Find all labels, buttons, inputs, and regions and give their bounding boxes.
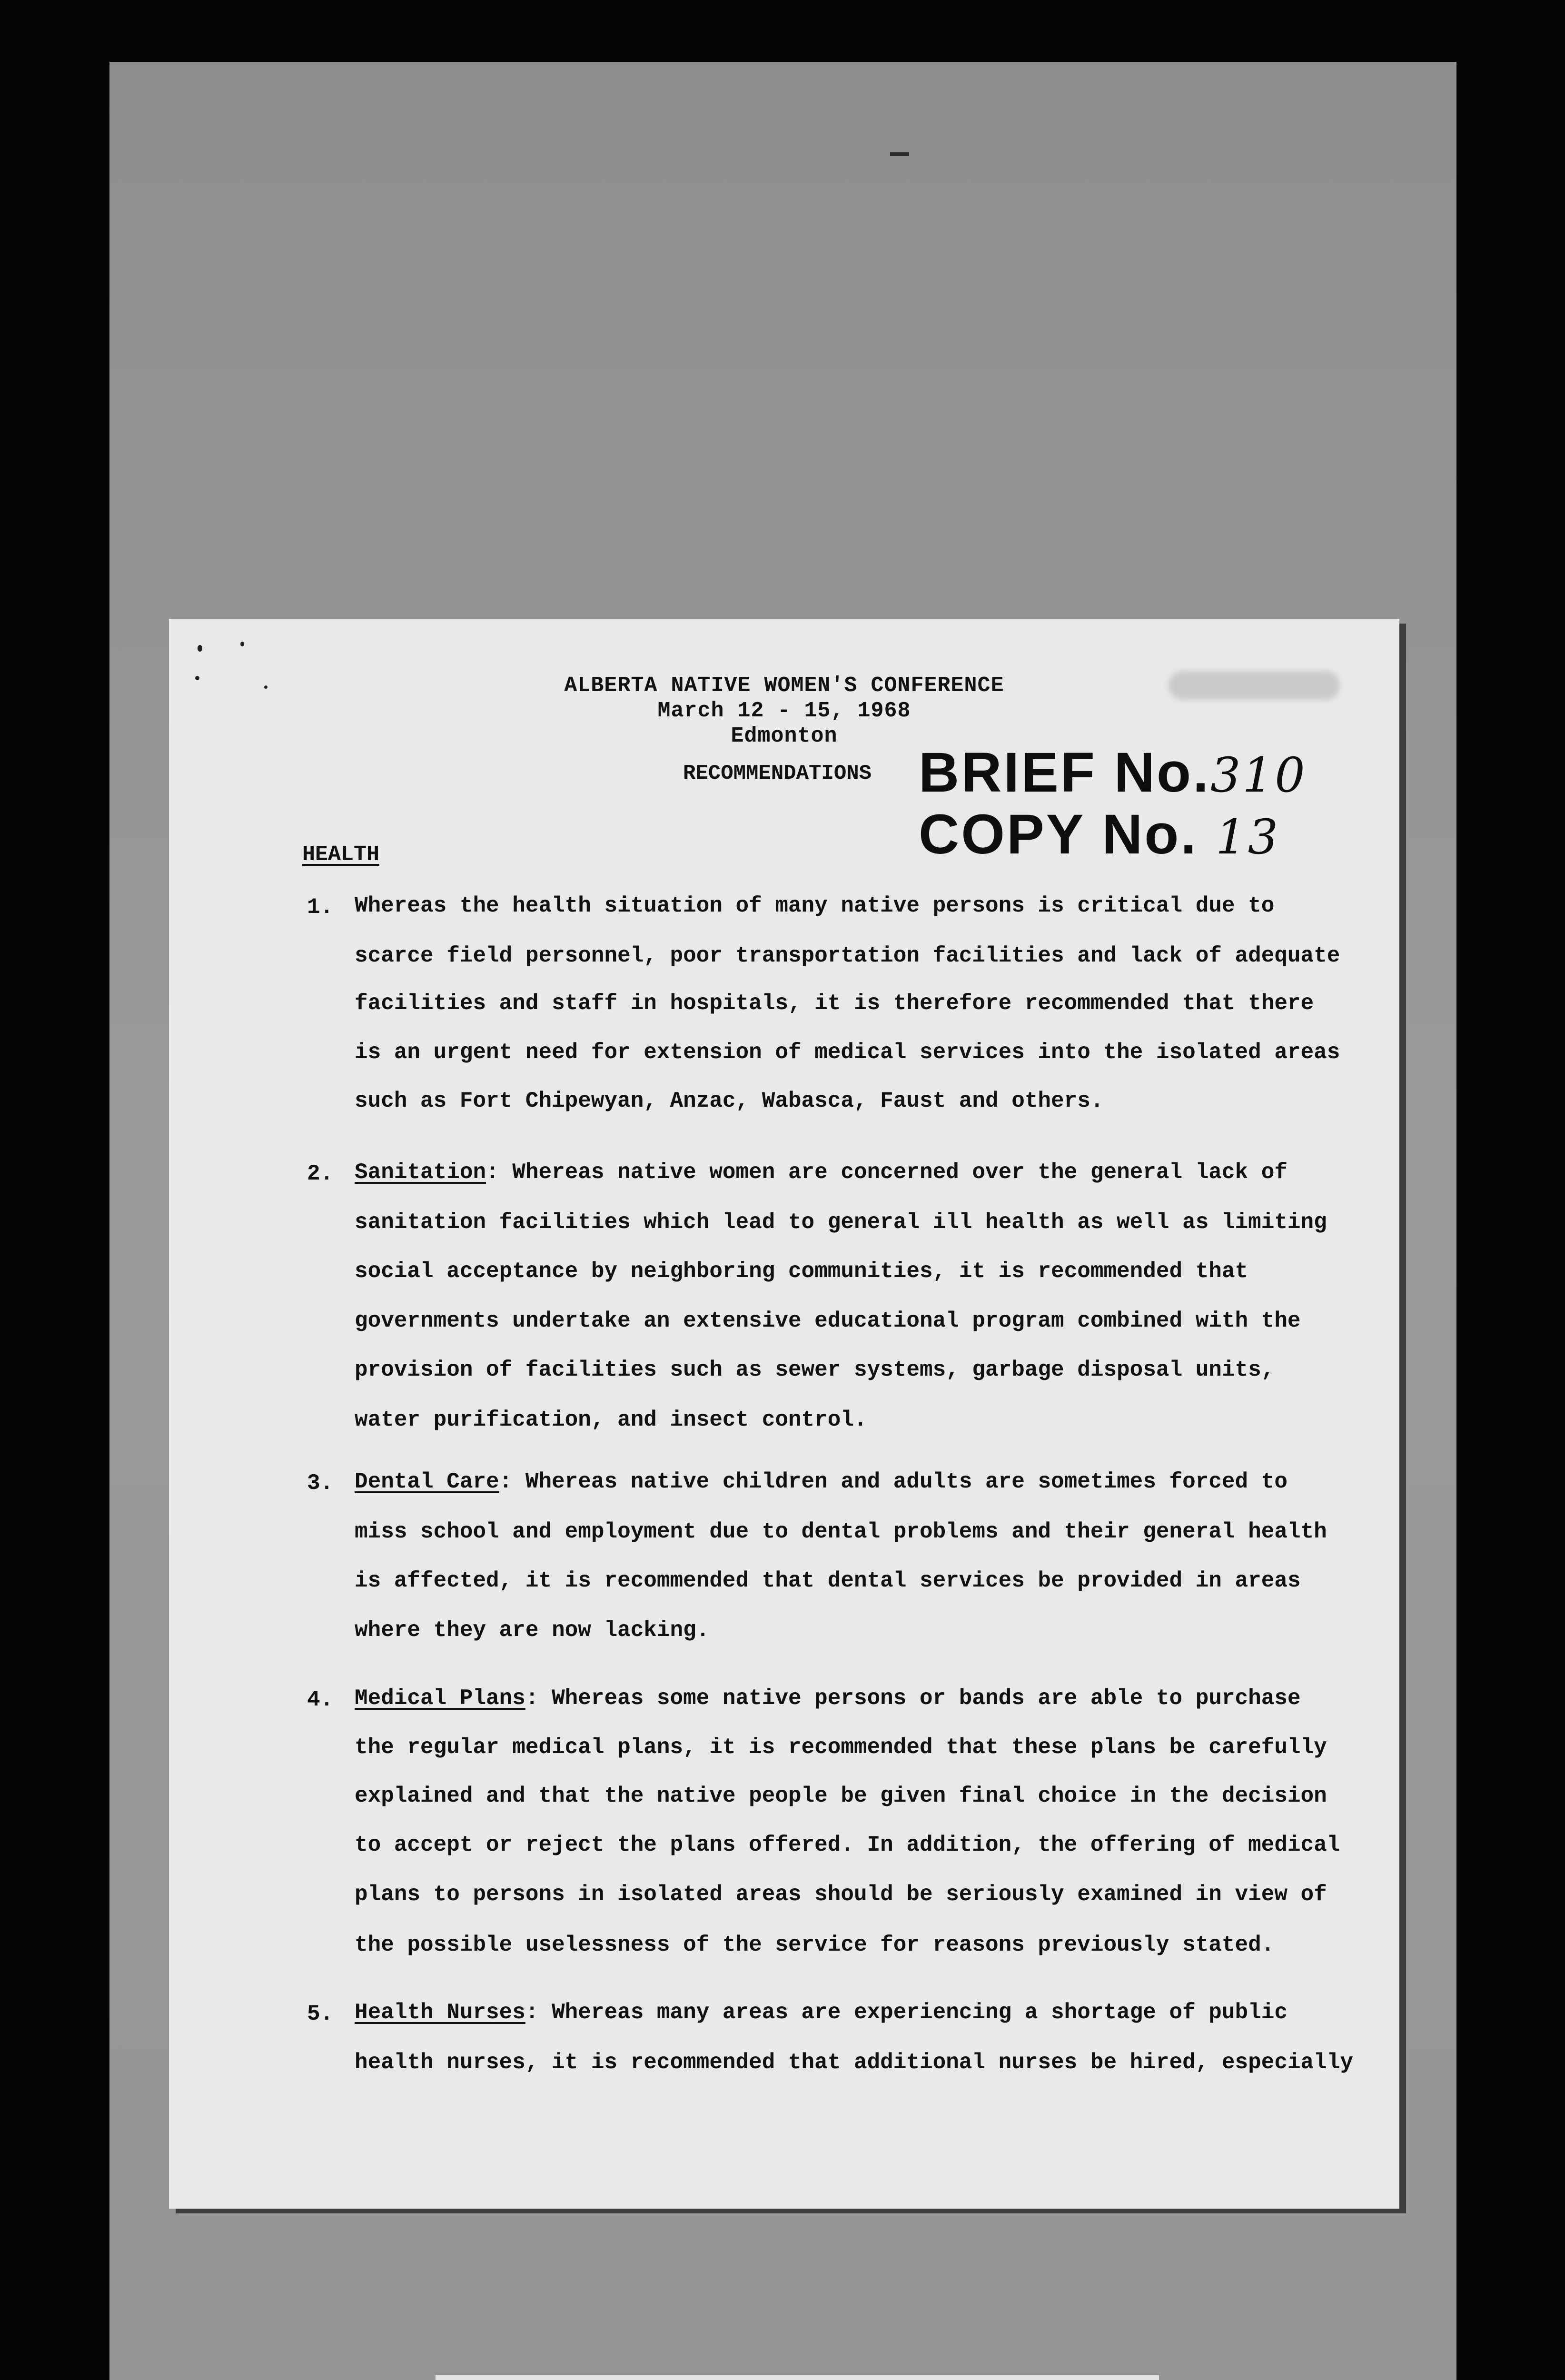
- item-line: to accept or reject the plans offered. In addition, the offering of medical: [355, 1833, 1340, 1857]
- item-line: [355, 1687, 1301, 1709]
- item-line: Whereas the health situation of many native persons is critical due to: [355, 893, 1275, 918]
- item-line: sanitation facilities which lead to general ill health as well as limiting: [355, 1210, 1327, 1235]
- paper-speck: [198, 645, 202, 652]
- copy-label: COPY No.: [919, 803, 1199, 866]
- mount-mark: [890, 152, 909, 156]
- item-line: social acceptance by neighboring communities, it is recommended that: [355, 1259, 1248, 1284]
- item-line: where they are now lacking.: [355, 1618, 710, 1643]
- brief-number: 310: [1210, 747, 1307, 803]
- item-text: : Whereas native children and adults are sometimes forced to: [499, 1469, 1288, 1494]
- item-text: : Whereas native women are concerned over the general lack of: [486, 1160, 1288, 1185]
- item-text: : Whereas many areas are experiencing a shortage of public: [525, 2000, 1288, 2025]
- item-line: is an urgent need for extension of medical services into the isolated areas: [355, 1040, 1340, 1065]
- item-number: 2.: [307, 1161, 334, 1186]
- item-line: explained and that the native people be given final choice in the decision: [355, 1784, 1327, 1808]
- conference-dates: March 12 - 15, 1968: [657, 699, 911, 723]
- item-heading: Medical Plans: [355, 1686, 525, 1711]
- item-heading: Health Nurses: [355, 2000, 525, 2025]
- item-line: provision of facilities such as sewer systems, garbage disposal units,: [355, 1358, 1275, 1382]
- conference-city: Edmonton: [731, 724, 838, 748]
- brief-number-stamp: [919, 740, 1307, 805]
- item-text: : Whereas some native persons or bands are able to purchase: [525, 1686, 1301, 1711]
- item-line: governments undertake an extensive educational program combined with the: [355, 1309, 1301, 1333]
- copy-number-stamp: [919, 802, 1280, 867]
- item-line: is affected, it is recommended that dental services be provided in areas: [355, 1568, 1301, 1593]
- document-page: [169, 619, 1399, 2209]
- submission-label: [436, 2375, 1159, 2380]
- item-line: water purification, and insect control.: [355, 1408, 867, 1432]
- item-line: [355, 2002, 1288, 2023]
- item-line: [355, 1471, 1288, 1493]
- brief-label: BRIEF No.: [919, 741, 1210, 804]
- item-number: 1.: [307, 895, 334, 920]
- paper-speck: [240, 642, 244, 646]
- item-line: such as Fort Chipewyan, Anzac, Wabasca, Faust and others.: [355, 1089, 1104, 1113]
- item-line: health nurses, it is recommended that additional nurses be hired, especially: [355, 2050, 1353, 2075]
- item-line: [355, 1161, 1288, 1183]
- item-number: 5.: [307, 2002, 334, 2026]
- item-line: facilities and staff in hospitals, it is therefore recommended that there: [355, 991, 1314, 1016]
- item-heading: Dental Care: [355, 1469, 499, 1494]
- item-number: 3.: [307, 1471, 334, 1496]
- conference-name: ALBERTA NATIVE WOMEN'S CONFERENCE: [564, 674, 1004, 698]
- item-number: 4.: [307, 1687, 334, 1712]
- item-line: miss school and employment due to dental problems and their general health: [355, 1519, 1327, 1544]
- item-line: the regular medical plans, it is recommended that these plans be carefully: [355, 1735, 1327, 1760]
- recommendations-heading: RECOMMENDATIONS: [683, 762, 872, 785]
- item-line: the possible uselessness of the service for reasons previously stated.: [355, 1933, 1275, 1957]
- copy-number: 13: [1215, 809, 1280, 865]
- item-line: scarce field personnel, poor transportation facilities and lack of adequate: [355, 943, 1340, 968]
- item-line: plans to persons in isolated areas should be seriously examined in view of: [355, 1882, 1327, 1907]
- section-title: HEALTH: [302, 843, 380, 867]
- item-heading: Sanitation: [355, 1160, 486, 1185]
